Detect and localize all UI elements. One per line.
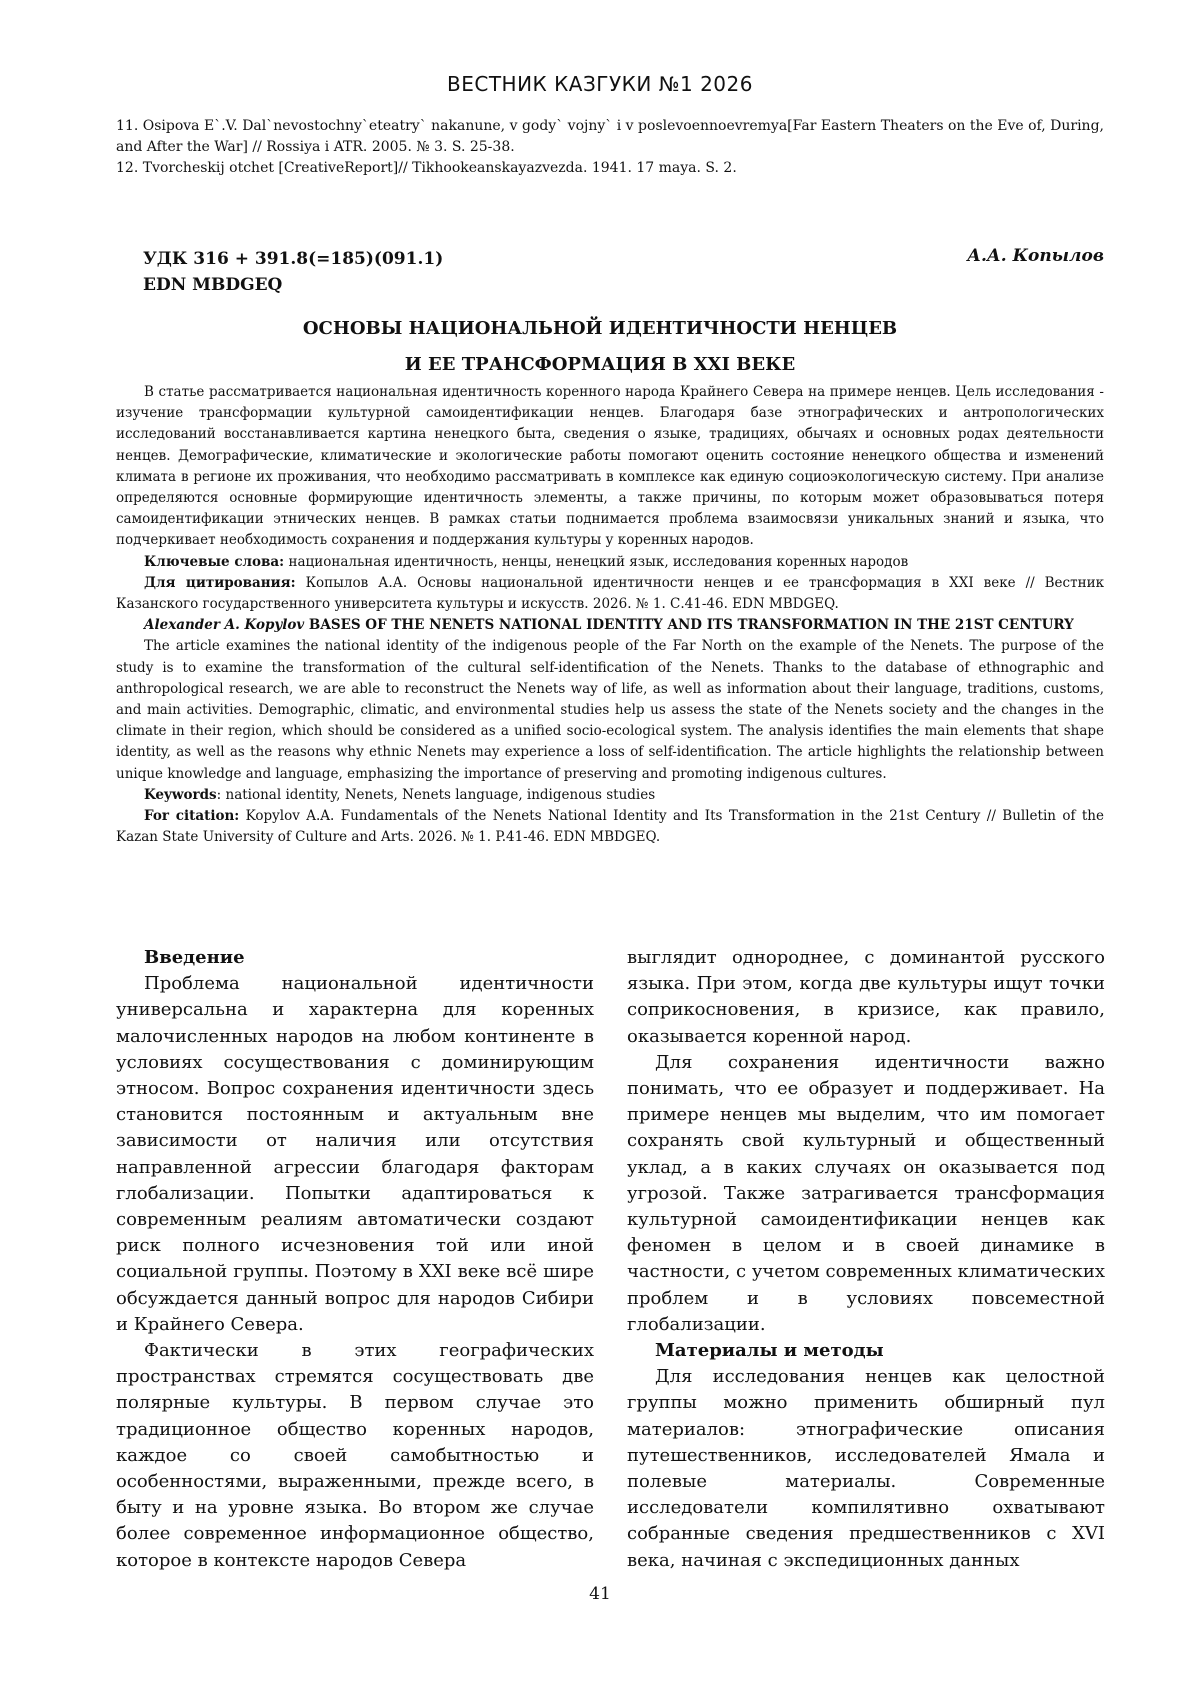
body-paragraph: Проблема национальной идентичности универсальна и характерна для коренных малочисленных народов на любом континенте в условиях сосуществования с доминирующим этносом. Вопрос сохранения идентичности здесь становится постоянным и актуальным вне зависимости от наличия или отсутствия направленной агрессии благодаря факторам глобализации. Попытки адаптироваться к современным реалиям автоматически создают риск полного исчезновения той или иной социальной группы. Поэтому в XXI веке всё шире обсуждается данный вопрос для народов Сибири и Крайнего Севера.	[116, 973, 594, 1335]
references-list	[116, 116, 1104, 179]
keywords-ru-label: Ключевые слова:	[144, 553, 285, 570]
english-title	[116, 615, 1104, 636]
citation-ru-text: Копылов А.А. Основы национальной идентичности ненцев и ее трансформация в XXI веке // Вестник Казанского государственного университета культуры и искусств. 2026. № 1. С.41-46. EDN MBDGEQ.	[116, 574, 1105, 613]
keywords-ru-text: национальная идентичность, ненцы, ненецкий язык, исследования коренных народов	[284, 553, 909, 570]
keywords-en-text: : national identity, Nenets, Nenets language, indigenous studies	[216, 786, 656, 803]
udk-block	[143, 246, 443, 298]
journal-header: ВЕСТНИК КАЗГУКИ №1 2026	[447, 72, 753, 96]
body-column-left	[116, 945, 594, 1574]
abstract-section	[116, 382, 1104, 848]
reference-item: 11. Osipova E`.V. Dal`nevostochny`eteatry` nakanune, v gody` vojny` i v poslevoennoevremya[Far Eastern Theaters on the Eve of, During, and After the War] // Rossiya i ATR. 2005. № 3. S. 25-38.	[116, 118, 1104, 155]
abstract-ru-text: В статье рассматривается национальная идентичность коренного народа Крайнего Севера на примере ненцев. Цель исследования - изучение трансформации культурной самоидентификации ненцев. Благодаря базе этнографических и антропологических исследований восстанавливается картина ненецкого быта, сведения о языке, традициях, обычаях и основных родах деятельности ненцев. Демографические, климатические и экологические работы помогают оценить состояние ненецкого общества и изменений климата в регионе их проживания, что необходимо рассматривать в комплексе как единую социоэкологическую систему. При анализе определяются основные формирующие идентичность элементы, а также причины, по которым может образовываться потеря самоидентификации этнических ненцев. В рамках статьи поднимается проблема взаимосвязи уникальных знаний и языка, что подчеркивает необходимость сохранения и поддержания культуры у коренных народов.	[116, 384, 1104, 549]
body-paragraph: выглядит однороднее, с доминантой русского языка. При этом, когда две культуры ищут точки соприкосновения, в кризисе, как правило, оказывается коренной народ.	[627, 947, 1105, 1047]
edn-code: EDN MBDGEQ	[143, 275, 283, 295]
reference-item: 12. Tvorcheskij otchet [CreativeReport]// Tikhookeanskayazvezda. 1941. 17 maya. S. 2.	[116, 160, 737, 176]
citation-en-text: Kopylov A.A. Fundamentals of the Nenets National Identity and Its Transformation in the 21st Century // Bulletin of the Kazan State University of Culture and Arts. 2026. № 1. P.41-46. EDN MBDGEQ.	[116, 808, 1104, 846]
author-name-ru: А.А. Копылов	[967, 246, 1104, 266]
article-title-line-1: ОСНОВЫ НАЦИОНАЛЬНОЙ ИДЕНТИЧНОСТИ НЕНЦЕВ	[302, 318, 898, 339]
keywords-en-label: Keywords	[144, 786, 217, 803]
udk-code: УДК 316 + 391.8(=185)(091.1)	[143, 249, 444, 269]
section-heading-introduction: Введение	[144, 947, 245, 968]
article-title	[0, 311, 1200, 383]
body-paragraph: Фактически в этих географических пространствах стремятся сосуществовать две полярные культуры. В первом случае это традиционное общество коренных народов, каждое со своей самобытностью и особенностями, выраженными, прежде всего, в быту и на уровне языка. Во втором же случае более современное информационное общество, которое в контексте народов Севера	[116, 1340, 594, 1571]
citation-ru	[116, 573, 1104, 615]
page-number: 41	[589, 1584, 611, 1604]
body-paragraph: Для сохранения идентичности важно понимать, что ее образует и поддерживает. На примере ненцев мы выделим, что им помогает сохранять свой культурный и общественный уклад, а в каких случаях он оказывается под угрозой. Также затрагивается трансформация культурной самоидентификации ненцев как феномен в целом и в своей динамике в частности, с учетом современных климатических проблем и в условиях повсеместной глобализации.	[627, 1051, 1105, 1335]
keywords-en	[116, 785, 1104, 806]
article-title-en: BASES OF THE NENETS NATIONAL IDENTITY AND ITS TRANSFORMATION IN THE 21ST CENTURY	[304, 617, 1074, 634]
section-heading-methods: Материалы и методы	[655, 1340, 884, 1362]
abstract-en-text: The article examines the national identity of the indigenous people of the Far North on the example of the Nenets. The purpose of the study is to examine the transformation of the cultural self-identification of the Nenets. Thanks to the database of ethnographic and anthropological research, we are able to reconstruct the Nenets way of life, as well as information about their language, traditions, customs, and main activities. Demographic, climatic, and environmental studies help us assess the state of the Nenets society and the changes in the climate in their region, which should be considered as a unified socio-ecological system. The analysis identifies the main elements that shape identity, as well as the reasons why ethnic Nenets may experience a loss of self-identification. The article highlights the relationship between unique knowledge and language, emphasizing the importance of preserving and promoting indigenous cultures.	[116, 638, 1104, 782]
keywords-ru	[116, 552, 1104, 573]
author-name-en: Alexander A. Kopylov	[144, 617, 305, 634]
citation-en-label: For citation:	[144, 808, 240, 825]
body-paragraph: Для исследования ненцев как целостной группы можно применить обширный пул материалов: этнографические описания путешественников, исследователей Ямала и полевые материалы. Современные исследователи компилятивно охватывают собранные сведения предшественников с XVI века, начиная с экспедиционных данных	[627, 1366, 1105, 1571]
article-title-line-2: И ЕЕ ТРАНСФОРМАЦИЯ В XXI ВЕКЕ	[404, 354, 796, 375]
citation-ru-label: Для цитирования:	[144, 574, 296, 591]
body-column-right	[627, 945, 1105, 1574]
citation-en	[116, 806, 1104, 848]
